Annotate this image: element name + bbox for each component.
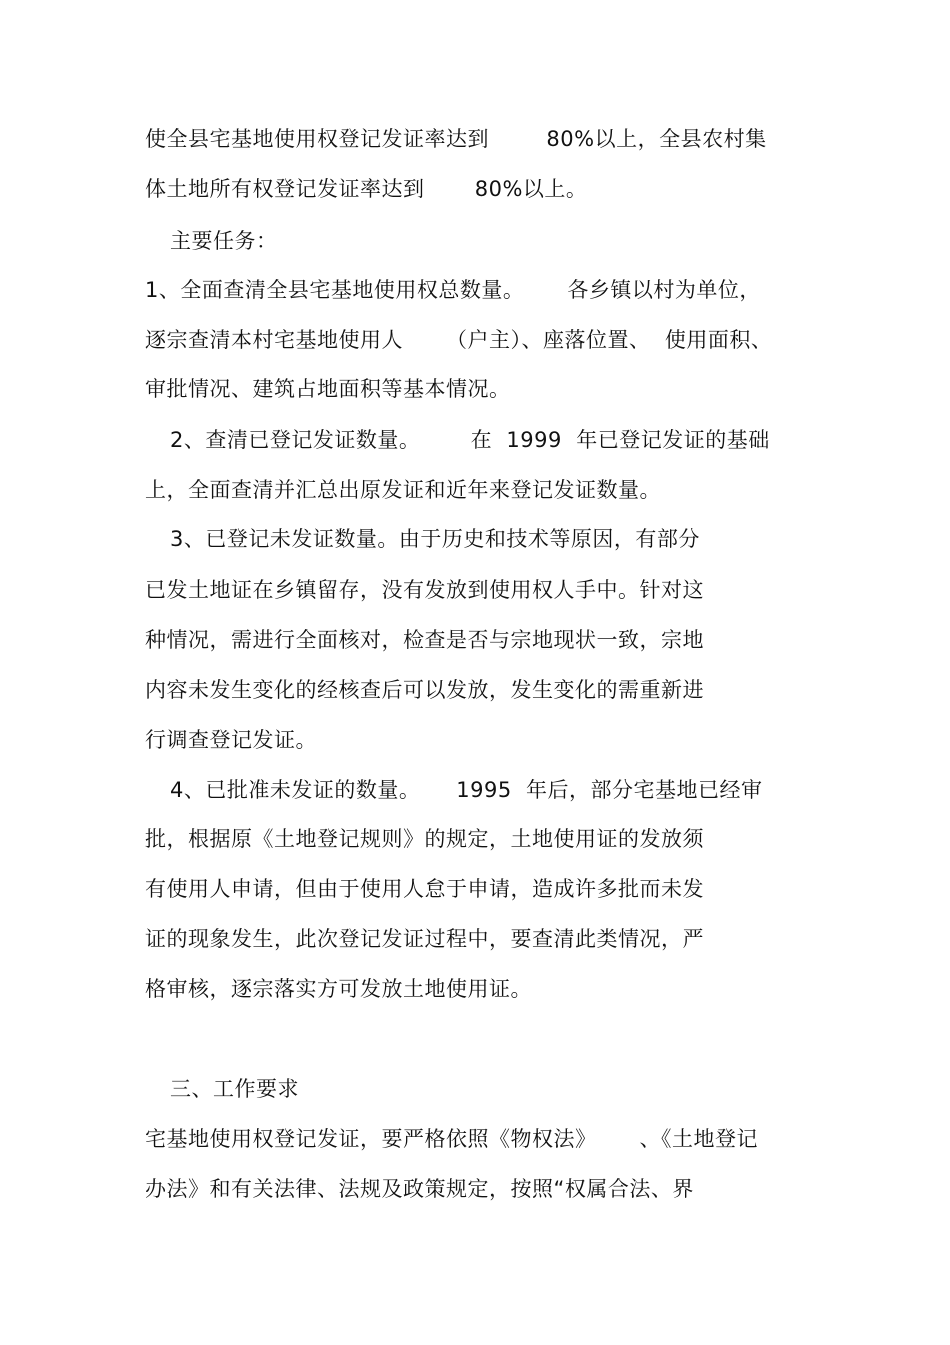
paragraph-line: 逐宗查清本村宅基地使用人 （户主）、座落位置、 使用面积、 <box>145 328 773 352</box>
paragraph-line: 体土地所有权登记发证率达到 80%以上。 <box>145 177 588 201</box>
paragraph-line: 种情况，需进行全面核对，检查是否与宗地现状一致，宗地 <box>145 628 704 652</box>
paragraph-line: 批，根据原《土地登记规则》的规定，土地使用证的发放须 <box>145 827 704 851</box>
paragraph-line: 行调查登记发证。 <box>145 728 317 752</box>
paragraph-line: 宅基地使用权登记发证，要严格依照《物权法》 、《土地登记 <box>145 1127 759 1151</box>
paragraph-line: 内容未发生变化的经核查后可以发放，发生变化的需重新进 <box>145 678 704 702</box>
section-heading-tasks: 主要任务： <box>170 229 278 253</box>
paragraph-line: 使全县宅基地使用权登记发证率达到 80%以上，全县农村集 <box>145 127 767 151</box>
paragraph-line: 3、已登记未发证数量。由于历史和技术等原因，有部分 <box>170 527 700 551</box>
paragraph-line: 4、已批准未发证的数量。 1995 年后，部分宅基地已经审 <box>170 778 763 802</box>
paragraph-line: 2、查清已登记发证数量。 在 1999 年已登记发证的基础 <box>170 428 770 452</box>
paragraph-line: 格审核，逐宗落实方可发放土地使用证。 <box>145 977 532 1001</box>
paragraph-line: 有使用人申请，但由于使用人怠于申请，造成许多批而未发 <box>145 877 704 901</box>
paragraph-line: 办法》和有关法律、法规及政策规定，按照“权属合法、界 <box>145 1177 694 1201</box>
paragraph-line: 已发土地证在乡镇留存，没有发放到使用权人手中。针对这 <box>145 578 704 602</box>
paragraph-line: 审批情况、建筑占地面积等基本情况。 <box>145 377 511 401</box>
paragraph-line: 证的现象发生，此次登记发证过程中，要查清此类情况，严 <box>145 927 704 951</box>
section-heading-requirements: 三、工作要求 <box>170 1077 299 1101</box>
paragraph-line: 1、全面查清全县宅基地使用权总数量。 各乡镇以村为单位， <box>145 278 761 302</box>
paragraph-line: 上，全面查清并汇总出原发证和近年来登记发证数量。 <box>145 478 661 502</box>
